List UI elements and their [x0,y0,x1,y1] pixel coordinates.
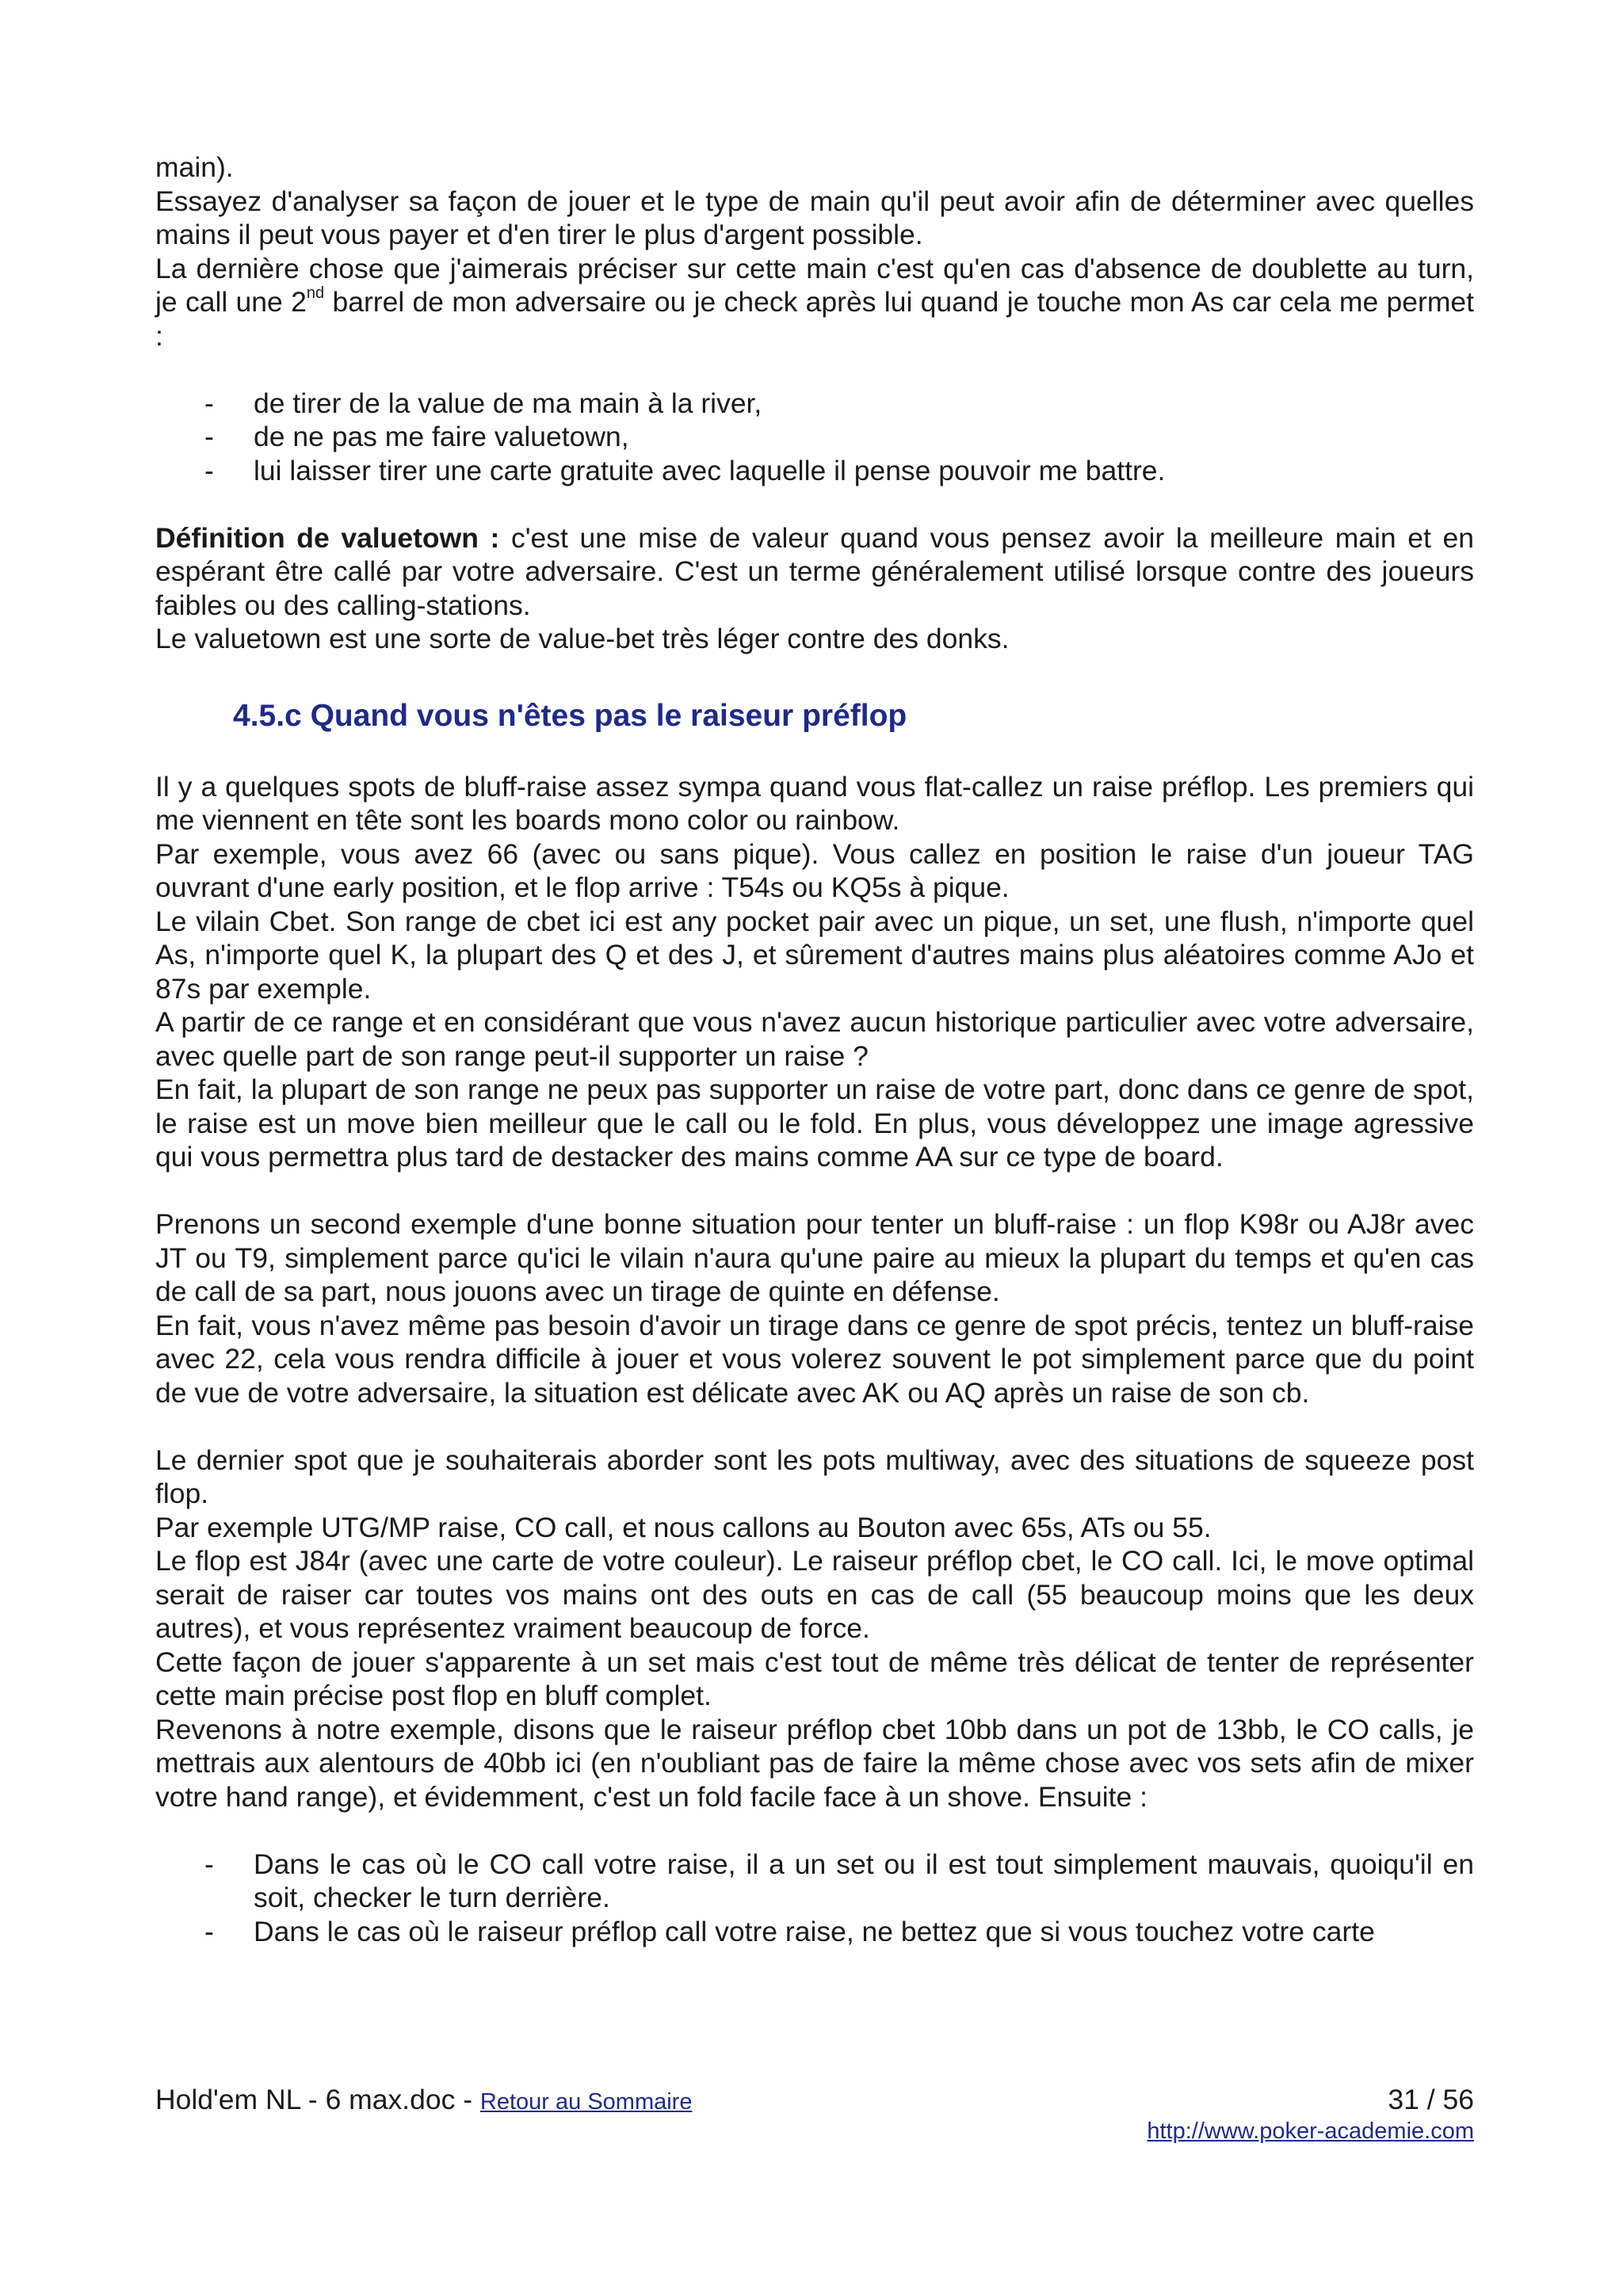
paragraph [155,252,1474,353]
paragraph: Prenons un second exemple d'une bonne situation pour tenter un bluff-raise : un flop K98r ou AJ8r avec JT ou T9, simplement parce qu'ici le vilain n'aura qu'une paire au mieux la plupart du temps et qu'en cas de call de sa part, nous jouons avec un tirage de quinte en défense. [155,1208,1474,1307]
dash-bullet: - [204,387,214,419]
bullet-list [155,1848,1474,1949]
spacer [155,1814,1474,1848]
definition-text: c'est une mise de valeur quand vous pensez avoir la meilleure main et en espérant être callé par votre adversaire. C'est un terme généralement utilisé lorsque contre des joueurs faibles ou des calling-stations. [155,521,1474,621]
dash-bullet: - [204,454,214,486]
definition-paragraph [155,521,1474,623]
dash-bullet: - [204,421,214,452]
footer-left [155,2083,692,2119]
paragraph: En fait, la plupart de son range ne peux pas supporter un raise de votre part, donc dans ce genre de spot, le raise est un move bien meilleur que le call ou le fold. En plus, vous développez une image agressive qui vous permettra plus tard de destacker des mains comme AA sur ce type de board. [155,1074,1474,1173]
paragraph: Par exemple, vous avez 66 (avec ou sans pique). Vous callez en position le raise d'un joueur TAG ouvrant d'une early position, et le flop arrive : T54s ou KQ5s à pique. [155,837,1474,903]
paragraph: Le valuetown est une sorte de value-bet très léger contre des donks. [155,623,1010,654]
paragraph: En fait, vous n'avez même pas besoin d'avoir un tirage dans ce genre de spot précis, tentez un bluff-raise avec 22, cela vous rendra difficile à jouer et vous volerez souvent le pot simplement parce que du point de vue de votre adversaire, la situation est délicate avec AK ou AQ après un raise de son cb. [155,1309,1474,1409]
superscript: nd [306,284,325,303]
page-number: 31 / 56 [1388,2084,1474,2115]
paragraph: Le vilain Cbet. Son range de cbet ici est any pocket pair avec un pique, un set, une flush, n'importe quel As, n'importe quel K, la plupart des Q et des J, et sûrement d'autres mains plus aléatoires comme AJo et 87s par exemple. [155,905,1474,1005]
section-heading: 4.5.c Quand vous n'êtes pas le raiseur préflop [233,698,907,733]
dash-bullet: - [204,1848,214,1880]
list-item [155,387,1474,421]
list-item [155,454,1474,488]
paragraph: main). [155,151,234,183]
spacer [155,656,1474,696]
spacer [155,737,1474,770]
back-to-summary-link[interactable]: Retour au Sommaire [479,2089,693,2115]
paragraph: Revenons à notre exemple, disons que le raiseur préflop cbet 10bb dans un pot de 13bb, le CO calls, je mettrais aux alentours de 40bb ici (en n'oubliant pas de faire la même chose avec vos sets afin de mixer votre hand range), et évidemment, c'est un fold facile face à un shove. Ensuite : [155,1713,1474,1813]
list-item [155,1915,1474,1949]
spacer [155,353,1474,387]
paragraph: Cette façon de jouer s'apparente à un set mais c'est tout de même très délicat de tenter de représenter cette main précise post flop en bluff complet. [155,1646,1474,1711]
bullet-list [155,387,1474,488]
paragraph: A partir de ce range et en considérant que vous n'avez aucun historique particulier avec votre adversaire, avec quelle part de son range peut-il supporter un raise ? [155,1006,1474,1072]
paragraph: Il y a quelques spots de bluff-raise assez sympa quand vous flat-callez un raise préflop. Les premiers qui me viennent en tête sont les boards mono color ou rainbow. [155,770,1474,836]
paragraph-text: barrel de mon adversaire ou je check après lui quand je touche mon As car cela me permet : [155,286,1475,352]
website-link[interactable]: http://www.poker-academie.com [1147,2119,1474,2144]
list-item [155,1848,1474,1915]
paragraph: Le flop est J84r (avec une carte de votre couleur). Le raiseur préflop cbet, le CO call. Ici, le move optimal serait de raiser car toutes vos mains ont des outs en cas de call (55 beaucoup moins que les deux autres), et vous représentez vraiment beaucoup de force. [155,1545,1474,1644]
paragraph: Le dernier spot que je souhaiterais aborder sont les pots multiway, avec des situations de squeeze post flop. [155,1444,1474,1509]
paragraph: Par exemple UTG/MP raise, CO call, et nous callons au Bouton avec 65s, ATs ou 55. [155,1511,1212,1543]
dash-bullet: - [204,1915,214,1947]
list-item-text: de ne pas me faire valuetown, [254,421,629,452]
definition-term: Définition de valuetown : [155,521,500,554]
list-item-text: lui laisser tirer une carte gratuite avec laquelle il pense pouvoir me battre. [254,454,1166,486]
spacer [155,1409,1474,1444]
document-name: Hold'em NL - 6 max.doc - [155,2084,480,2115]
spacer [155,1174,1474,1208]
spacer [155,487,1474,521]
list-item [155,420,1474,454]
paragraph-text: La dernière chose que j'aimerais préciser sur cette main c'est qu'en cas d'absence de doublette au turn, je call une 2 [155,252,1474,318]
list-item-text: de tirer de la value de ma main à la river, [254,387,762,419]
paragraph: Essayez d'analyser sa façon de jouer et le type de main qu'il peut avoir afin de déterminer avec quelles mains il peut vous payer et d'en tirer le plus d'argent possible. [155,185,1474,250]
list-item-text: Dans le cas où le CO call votre raise, il a un set ou il est tout simplement mauvais, quoiqu'il en soit, checker le turn derrière. [254,1848,1474,1913]
document-body [155,151,1474,1948]
list-item-text: Dans le cas où le raiseur préflop call votre raise, ne bettez que si vous touchez votre carte [254,1915,1375,1947]
